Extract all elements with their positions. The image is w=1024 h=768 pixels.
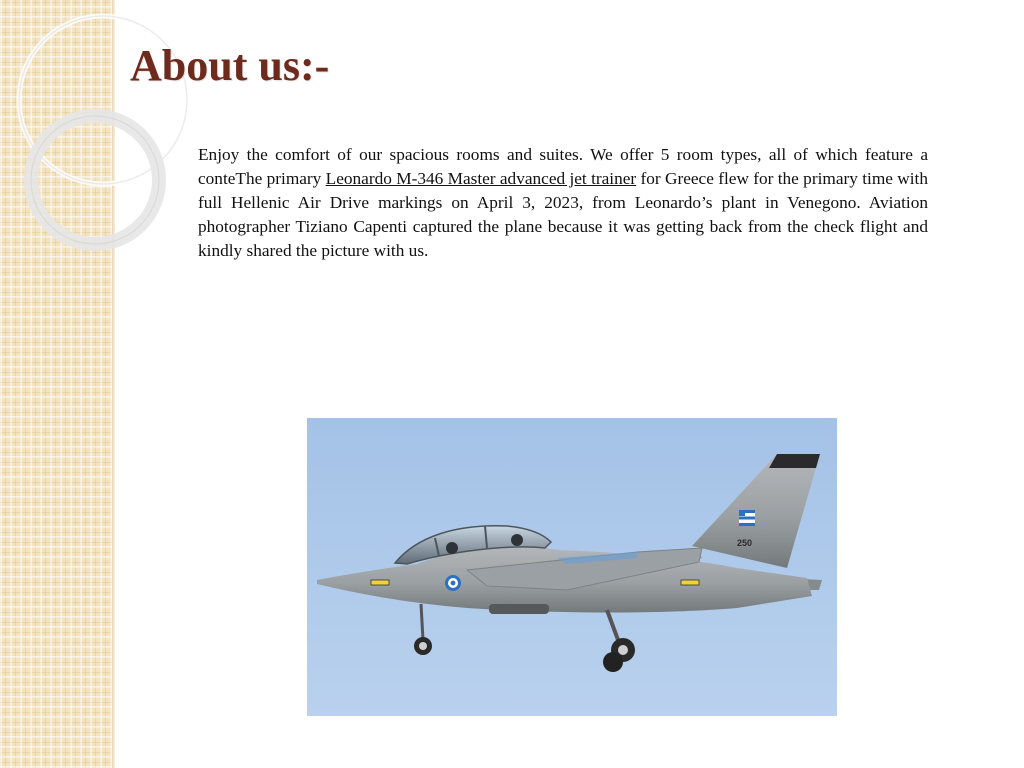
tail-number: 250 bbox=[737, 538, 753, 548]
jet-illustration bbox=[307, 418, 837, 716]
aircraft-photo bbox=[307, 418, 837, 716]
paragraph-text-start: Enjoy the comfort of our spacious rooms and suites. We offer 5 room types, all of which feature a conteThe primary bbox=[198, 145, 928, 188]
about-paragraph bbox=[198, 143, 928, 263]
greek-flag-icon bbox=[739, 510, 755, 526]
aircraft-link[interactable]: Leonardo M-346 Master advanced jet trainer bbox=[325, 169, 637, 188]
page-title: About us:- bbox=[130, 41, 330, 90]
roundel-icon bbox=[445, 575, 461, 591]
paragraph-text-end: for Greece flew for the primary time with full Hellenic Air Drive markings on April 3, 2023, from Leonardo’s plant in Venegono. Aviation photographer Tiziano Capenti captured the plane because it was getting back from the check flight and kindly shared the picture with us. bbox=[198, 169, 928, 260]
